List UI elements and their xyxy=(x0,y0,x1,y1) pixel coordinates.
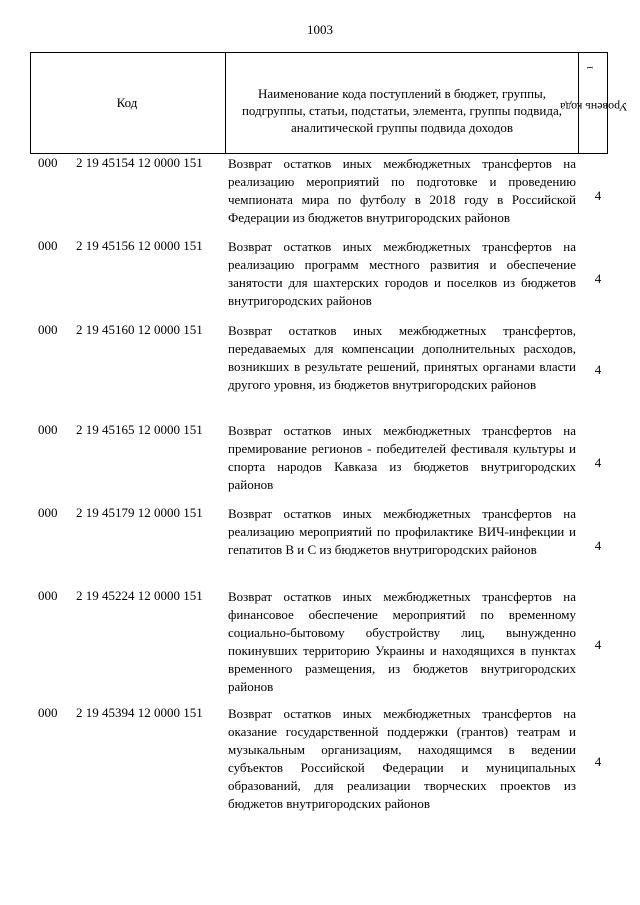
income-code: 2 19 45156 12 0000 151 xyxy=(76,238,203,253)
header-name: Наименование кода поступлений в бюджет, группы, подгруппы, статьи, подстатьи, элемента, группы подвида, аналитической группы подвида доходов xyxy=(241,85,563,135)
income-code: 2 19 45160 12 0000 151 xyxy=(76,322,203,337)
table-row xyxy=(30,322,608,412)
table-header xyxy=(30,52,628,154)
table-row xyxy=(30,155,608,227)
table-row xyxy=(30,505,608,577)
code-level: 4 xyxy=(594,271,602,286)
income-code: 2 19 45179 12 0000 151 xyxy=(76,505,203,520)
admin-code: 000 xyxy=(38,422,58,437)
income-name: Возврат остатков иных межбюджетных трансфертов на реализацию мероприятий по подготовке и проведению чемпионата мира по футболу в 2018 году в Российской Федерации из бюджетов внутригородских районов xyxy=(228,156,576,225)
admin-code: 000 xyxy=(38,705,58,720)
income-name: Возврат остатков иных межбюджетных трансфертов на премирование регионов - победителей фестиваля культуры и спорта народов Кавказа из бюджетов внутригородских районов xyxy=(228,423,576,492)
admin-code: 000 xyxy=(38,588,58,603)
code-level: 4 xyxy=(594,188,602,203)
table-row xyxy=(30,588,608,696)
admin-code: 000 xyxy=(38,322,58,337)
admin-code: 000 xyxy=(38,505,58,520)
code-level: 4 xyxy=(594,455,602,470)
code-level: 4 xyxy=(594,362,602,377)
income-name: Возврат остатков иных межбюджетных трансфертов на реализацию мероприятий по профилактике ВИЧ-инфекции и гепатитов B и C из бюджетов внутригородских районов xyxy=(228,506,576,557)
header-level xyxy=(560,53,628,153)
code-level: 4 xyxy=(594,754,602,769)
income-name: Возврат остатков иных межбюджетных трансфертов на оказание государственной поддержки (грантов) театрам и музыкальным организациям, находящимся в ведении субъектов Российской Федерации и муниципальных образований, для реализации творческих проектов из бюджетов внутригородских районов xyxy=(228,706,576,811)
table-row xyxy=(30,238,608,310)
admin-code: 000 xyxy=(38,238,58,253)
admin-code: 000 xyxy=(38,155,58,170)
income-code: 2 19 45165 12 0000 151 xyxy=(76,422,203,437)
code-level: 4 xyxy=(594,538,602,553)
header-level-label: Уровень кода xyxy=(560,100,628,114)
income-code: 2 19 45224 12 0000 151 xyxy=(76,588,203,603)
income-code: 2 19 45394 12 0000 151 xyxy=(76,705,203,720)
header-code: Код xyxy=(116,95,138,110)
header-level-footnote: 1 xyxy=(585,65,595,70)
income-name: Возврат остатков иных межбюджетных трансфертов на реализацию программ местного развития и обеспечение занятости для шахтерских городов и поселков из бюджетов внутригородских районов xyxy=(228,239,576,308)
income-code: 2 19 45154 12 0000 151 xyxy=(76,155,203,170)
table-row xyxy=(30,705,608,813)
table-row xyxy=(30,422,608,494)
code-level: 4 xyxy=(594,637,602,652)
page-number: 1003 xyxy=(307,22,333,37)
income-name: Возврат остатков иных межбюджетных трансфертов на финансовое обеспечение мероприятий по временному социально-бытовому обустройству лиц, вынужденно покинувших территорию Украины и находящихся в пунктах временного размещения, из бюджетов внутригородских районов xyxy=(228,589,576,694)
income-name: Возврат остатков иных межбюджетных трансфертов, передаваемых для компенсации дополнительных расходов, возникших в результате решений, принятых органами власти другого уровня, из бюджетов внутригородских районов xyxy=(228,323,576,392)
